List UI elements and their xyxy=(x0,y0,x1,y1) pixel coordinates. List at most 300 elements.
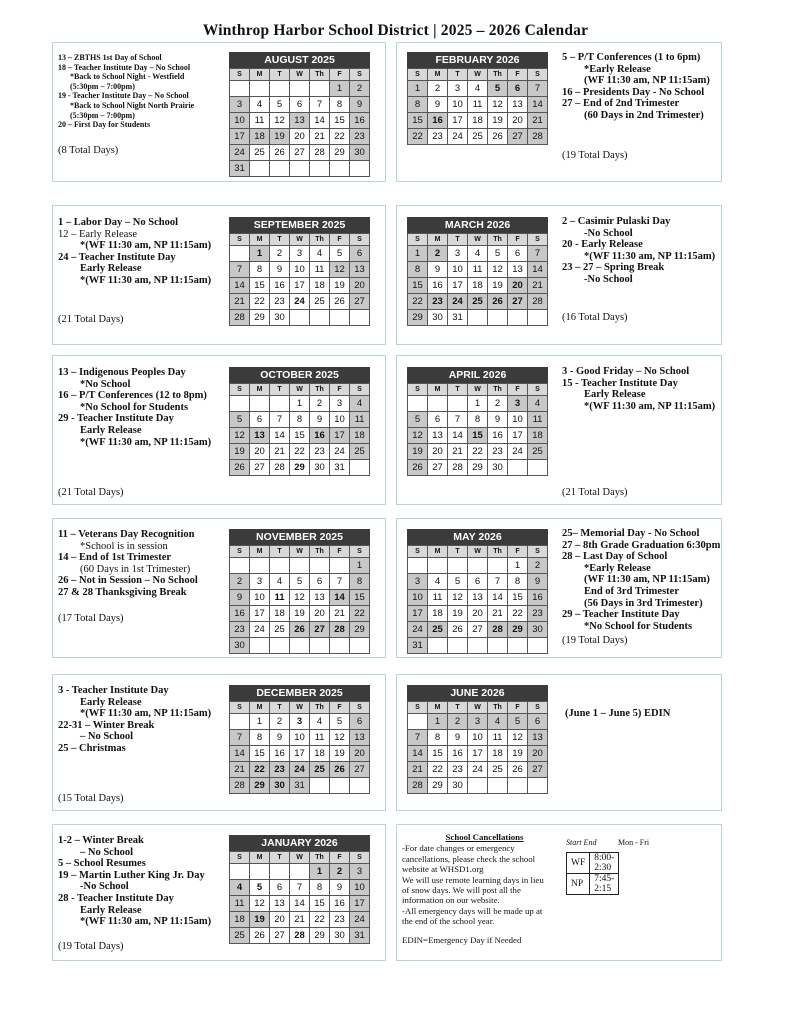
weekday-label: W xyxy=(290,546,310,558)
day-cell: 6 xyxy=(270,880,290,896)
day-cell: 14 xyxy=(290,896,310,912)
day-cell: 17 xyxy=(330,428,350,444)
day-cell: 15 xyxy=(330,113,350,129)
day-cell: 29 xyxy=(350,622,370,638)
day-cell: 15 xyxy=(428,746,448,762)
day-cell: 28 xyxy=(448,460,468,476)
day-cell: 15 xyxy=(250,746,270,762)
day-cell: 22 xyxy=(508,606,528,622)
day-cell: 8 xyxy=(350,574,370,590)
day-cell: 9 xyxy=(528,574,548,590)
note-line: 19 - Teacher Institute Day – No School xyxy=(58,91,189,101)
may-notes xyxy=(562,528,720,632)
day-cell: 18 xyxy=(488,746,508,762)
august-calendar xyxy=(229,52,370,177)
empty-cell xyxy=(468,310,488,326)
day-cell: 27 xyxy=(428,460,448,476)
week-row xyxy=(230,896,370,912)
note-line: 25 – Christmas xyxy=(58,742,126,754)
note-line: Early Release xyxy=(80,424,142,436)
day-cell: 10 xyxy=(350,880,370,896)
day-cell: 25 xyxy=(250,145,270,161)
note-line: (60 Days in 1st Trimester) xyxy=(80,563,191,575)
month-header: FEBRUARY 2026 xyxy=(407,52,548,68)
day-cell: 25 xyxy=(468,294,488,310)
day-cell: 7 xyxy=(310,97,330,113)
weekday-label: M xyxy=(250,69,270,81)
day-cell: 10 xyxy=(448,97,468,113)
empty-cell xyxy=(408,558,428,574)
day-cell: 3 xyxy=(290,714,310,730)
week-row xyxy=(408,574,548,590)
note-line: 20 - Early Release xyxy=(562,239,643,251)
weekday-label: F xyxy=(330,852,350,864)
day-cell: 18 xyxy=(310,746,330,762)
day-cell: 28 xyxy=(488,622,508,638)
note-line: 29 – Teacher Institute Day xyxy=(562,609,680,621)
day-cell: 1 xyxy=(408,81,428,97)
day-cell: 4 xyxy=(428,574,448,590)
day-cell: 7 xyxy=(230,730,250,746)
day-cell: 6 xyxy=(350,714,370,730)
day-cell: 18 xyxy=(350,428,370,444)
note-line: *No School for Students xyxy=(80,401,189,413)
empty-cell xyxy=(330,778,350,794)
week-row xyxy=(230,396,370,412)
weekday-label: S xyxy=(408,234,428,246)
day-cell: 18 xyxy=(310,278,330,294)
empty-cell xyxy=(290,558,310,574)
day-cell: 17 xyxy=(468,746,488,762)
week-row xyxy=(230,412,370,428)
day-cell: 21 xyxy=(230,762,250,778)
note-line: *(WF 11:30 am, NP 11:15am) xyxy=(584,250,716,262)
weekday-label: W xyxy=(290,234,310,246)
day-cell: 9 xyxy=(230,590,250,606)
day-cell: 12 xyxy=(290,590,310,606)
day-cell: 24 xyxy=(508,444,528,460)
empty-cell xyxy=(508,778,528,794)
empty-cell xyxy=(230,246,250,262)
day-cell: 22 xyxy=(428,762,448,778)
weekday-label: M xyxy=(250,852,270,864)
empty-cell xyxy=(230,714,250,730)
day-cell: 24 xyxy=(408,622,428,638)
empty-cell xyxy=(488,558,508,574)
day-cell: 18 xyxy=(468,113,488,129)
empty-cell xyxy=(290,310,310,326)
day-cell: 20 xyxy=(528,746,548,762)
empty-cell xyxy=(350,638,370,654)
month-header: JANUARY 2026 xyxy=(229,835,370,851)
day-cell: 26 xyxy=(408,460,428,476)
day-cell: 9 xyxy=(310,412,330,428)
weekday-label: W xyxy=(290,384,310,396)
note-line: *Back to School Night - Westfield xyxy=(70,72,185,82)
day-cell: 24 xyxy=(468,762,488,778)
empty-cell xyxy=(250,81,270,97)
day-cell: 24 xyxy=(330,444,350,460)
day-cell: 26 xyxy=(290,622,310,638)
day-cell: 14 xyxy=(488,590,508,606)
weekday-label: M xyxy=(250,702,270,714)
day-cell: 13 xyxy=(508,97,528,113)
day-cell: 3 xyxy=(468,714,488,730)
empty-cell xyxy=(468,778,488,794)
week-row xyxy=(408,294,548,310)
february-notes xyxy=(562,52,710,122)
january-notes xyxy=(58,835,211,928)
note-line: *(WF 11:30 am, NP 11:15am) xyxy=(80,436,212,448)
weekday-label: F xyxy=(508,702,528,714)
day-cell: 25 xyxy=(350,444,370,460)
day-cell: 11 xyxy=(468,97,488,113)
week-row xyxy=(230,444,370,460)
september-notes xyxy=(58,217,211,287)
day-cell: 2 xyxy=(528,558,548,574)
week-row xyxy=(408,246,548,262)
weekday-label: W xyxy=(468,69,488,81)
day-cell: 19 xyxy=(448,606,468,622)
day-cell: 27 xyxy=(508,129,528,145)
weekday-label: T xyxy=(448,69,468,81)
weekday-label: T xyxy=(448,546,468,558)
empty-cell xyxy=(468,638,488,654)
march-total: (16 Total Days) xyxy=(562,312,628,323)
day-cell: 23 xyxy=(448,762,468,778)
weekday-label: T xyxy=(270,234,290,246)
weekday-label: S xyxy=(230,852,250,864)
weekday-label: Th xyxy=(310,702,330,714)
day-cell: 29 xyxy=(290,460,310,476)
empty-cell xyxy=(270,396,290,412)
empty-cell xyxy=(290,81,310,97)
day-cell: 28 xyxy=(310,145,330,161)
day-cell: 11 xyxy=(250,113,270,129)
week-row xyxy=(230,880,370,896)
note-line: – No School xyxy=(80,731,134,743)
day-cell: 6 xyxy=(250,412,270,428)
week-row xyxy=(230,129,370,145)
day-cell: 3 xyxy=(508,396,528,412)
day-cell: 13 xyxy=(508,262,528,278)
day-cell: 31 xyxy=(290,778,310,794)
month-grid xyxy=(407,233,548,326)
day-cell: 11 xyxy=(428,590,448,606)
note-line: 5 – School Resumes xyxy=(58,858,146,870)
month-header: MARCH 2026 xyxy=(407,217,548,233)
day-cell: 26 xyxy=(488,129,508,145)
february-total: (19 Total Days) xyxy=(562,150,628,161)
day-cell: 30 xyxy=(488,460,508,476)
april-notes xyxy=(562,366,715,412)
note-line: 13 – ZBTHS 1st Day of School xyxy=(58,53,162,62)
empty-cell xyxy=(250,396,270,412)
day-cell: 15 xyxy=(408,278,428,294)
week-row xyxy=(408,81,548,97)
note-line: 26 – Not in Session – No School xyxy=(58,575,198,587)
day-cell: 29 xyxy=(508,622,528,638)
week-row xyxy=(230,912,370,928)
month-header: JUNE 2026 xyxy=(407,685,548,701)
day-cell: 31 xyxy=(330,460,350,476)
month-header: OCTOBER 2025 xyxy=(229,367,370,383)
day-cell: 31 xyxy=(408,638,428,654)
weekday-label: M xyxy=(428,234,448,246)
empty-cell xyxy=(508,460,528,476)
day-cell: 9 xyxy=(448,730,468,746)
day-cell: 9 xyxy=(270,262,290,278)
august-total: (8 Total Days) xyxy=(58,145,119,156)
empty-cell xyxy=(408,714,428,730)
empty-cell xyxy=(350,460,370,476)
weekday-label: M xyxy=(250,234,270,246)
day-cell: 18 xyxy=(250,129,270,145)
cancellation-line: information on our website. xyxy=(402,895,500,906)
day-cell: 22 xyxy=(250,762,270,778)
week-row xyxy=(230,294,370,310)
day-cell: 20 xyxy=(290,129,310,145)
note-line: 20 – First Day for Students xyxy=(58,120,151,130)
empty-cell xyxy=(270,81,290,97)
day-cell: 19 xyxy=(508,746,528,762)
day-cell: 15 xyxy=(310,896,330,912)
day-cell: 27 xyxy=(250,460,270,476)
day-cell: 3 xyxy=(448,81,468,97)
day-cell: 12 xyxy=(408,428,428,444)
day-cell: 8 xyxy=(250,262,270,278)
note-line: 27 – 8th Grade Graduation 6:30pm xyxy=(562,539,721,551)
day-cell: 15 xyxy=(350,590,370,606)
note-line: Early Release xyxy=(80,263,142,275)
october-calendar xyxy=(229,367,370,476)
empty-cell xyxy=(428,396,448,412)
day-cell: 30 xyxy=(350,145,370,161)
empty-cell xyxy=(310,558,330,574)
day-cell: 11 xyxy=(230,896,250,912)
note-line: 27 & 28 Thanksgiving Break xyxy=(58,586,187,598)
note-line: 14 – End of 1st Trimester xyxy=(58,552,172,564)
day-cell: 16 xyxy=(428,113,448,129)
weekday-label: Th xyxy=(310,852,330,864)
day-cell: 8 xyxy=(508,574,528,590)
empty-cell xyxy=(330,310,350,326)
note-line: 2 – Casimir Pulaski Day xyxy=(562,216,671,227)
cancellation-line: We will use remote learning days in lieu xyxy=(402,874,544,885)
empty-cell xyxy=(508,310,528,326)
day-cell: 7 xyxy=(230,262,250,278)
weekday-label: W xyxy=(468,384,488,396)
day-cell: 8 xyxy=(468,412,488,428)
note-line: End of 3rd Trimester xyxy=(584,585,679,597)
october-notes xyxy=(58,367,211,448)
day-cell: 4 xyxy=(230,880,250,896)
note-line: 15 - Teacher Institute Day xyxy=(562,377,678,389)
month-grid xyxy=(229,851,370,944)
note-line: -No School xyxy=(80,881,129,893)
weekday-label: W xyxy=(468,546,488,558)
day-cell: 31 xyxy=(448,310,468,326)
day-cell: 30 xyxy=(528,622,548,638)
december-total: (15 Total Days) xyxy=(58,793,124,804)
march-calendar xyxy=(407,217,548,326)
day-cell: 19 xyxy=(488,113,508,129)
day-cell: 5 xyxy=(290,574,310,590)
weekday-label: S xyxy=(408,546,428,558)
day-cell: 17 xyxy=(290,278,310,294)
day-cell: 20 xyxy=(270,912,290,928)
day-cell: 5 xyxy=(488,81,508,97)
day-cell: 16 xyxy=(310,428,330,444)
empty-cell xyxy=(310,638,330,654)
day-cell: 8 xyxy=(310,880,330,896)
edin-note: EDIN=Emergency Day if Needed xyxy=(402,934,522,945)
weekday-label: W xyxy=(290,702,310,714)
day-cell: 4 xyxy=(270,574,290,590)
day-cell: 25 xyxy=(310,762,330,778)
empty-cell xyxy=(310,310,330,326)
day-cell: 30 xyxy=(230,638,250,654)
empty-cell xyxy=(270,558,290,574)
day-cell: 10 xyxy=(448,262,468,278)
month-header: DECEMBER 2025 xyxy=(229,685,370,701)
day-cell: 7 xyxy=(408,730,428,746)
day-cell: 15 xyxy=(290,428,310,444)
note-line: 18 – Teacher Institute Day – No School xyxy=(58,62,191,72)
day-cell: 1 xyxy=(290,396,310,412)
weekday-label: W xyxy=(290,852,310,864)
hours-school: WF xyxy=(567,853,590,874)
empty-cell xyxy=(230,864,250,880)
day-cell: 4 xyxy=(468,246,488,262)
note-line: 3 - Teacher Institute Day xyxy=(58,685,169,696)
day-cell: 3 xyxy=(350,864,370,880)
school-cancellations xyxy=(402,832,567,945)
empty-cell xyxy=(428,638,448,654)
weekday-label: S xyxy=(230,69,250,81)
day-cell: 15 xyxy=(250,278,270,294)
day-cell: 27 xyxy=(508,294,528,310)
week-row xyxy=(230,622,370,638)
empty-cell xyxy=(508,638,528,654)
day-cell: 20 xyxy=(508,278,528,294)
week-row xyxy=(408,396,548,412)
weekday-label: F xyxy=(330,702,350,714)
weekday-label: T xyxy=(270,546,290,558)
day-cell: 5 xyxy=(408,412,428,428)
august-notes xyxy=(58,53,194,130)
note-line: 16 – Presidents Day - No School xyxy=(562,86,705,98)
weekday-label: Th xyxy=(310,69,330,81)
day-cell: 9 xyxy=(330,880,350,896)
note-line: 27 – End of 2nd Trimester xyxy=(562,98,680,110)
weekday-label: S xyxy=(528,702,548,714)
april-calendar xyxy=(407,367,548,476)
day-cell: 7 xyxy=(270,412,290,428)
day-cell: 23 xyxy=(270,762,290,778)
cancellations-title: School Cancellations xyxy=(445,832,524,842)
page-title: Winthrop Harbor School District | 2025 – 2026 Calendar xyxy=(202,22,589,39)
day-cell: 27 xyxy=(270,928,290,944)
day-cell: 6 xyxy=(468,574,488,590)
day-cell: 29 xyxy=(330,145,350,161)
note-line: (60 Days in 2nd Trimester) xyxy=(584,109,704,121)
empty-cell xyxy=(250,558,270,574)
day-cell: 17 xyxy=(230,129,250,145)
day-cell: 9 xyxy=(270,730,290,746)
day-cell: 7 xyxy=(528,246,548,262)
day-cell: 26 xyxy=(330,762,350,778)
empty-cell xyxy=(250,864,270,880)
day-cell: 2 xyxy=(488,396,508,412)
day-cell: 12 xyxy=(230,428,250,444)
day-cell: 14 xyxy=(270,428,290,444)
note-line: 13 – Indigenous Peoples Day xyxy=(58,367,186,378)
hours-header-days: Mon - Fri xyxy=(618,838,650,847)
day-cell: 27 xyxy=(528,762,548,778)
note-line: 22-31 – Winter Break xyxy=(58,719,155,731)
day-cell: 24 xyxy=(290,294,310,310)
january-total: (19 Total Days) xyxy=(58,941,124,952)
day-cell: 20 xyxy=(508,113,528,129)
day-cell: 5 xyxy=(508,714,528,730)
week-row xyxy=(408,444,548,460)
week-row xyxy=(230,574,370,590)
weekday-label: S xyxy=(350,234,370,246)
day-cell: 21 xyxy=(408,762,428,778)
day-cell: 6 xyxy=(350,246,370,262)
weekday-label: S xyxy=(230,234,250,246)
weekday-label: F xyxy=(330,234,350,246)
day-cell: 11 xyxy=(350,412,370,428)
empty-cell xyxy=(488,778,508,794)
day-cell: 31 xyxy=(350,928,370,944)
day-cell: 17 xyxy=(448,113,468,129)
cancellation-line: the end of the school year. xyxy=(402,916,495,927)
day-cell: 27 xyxy=(350,294,370,310)
day-cell: 25 xyxy=(528,444,548,460)
empty-cell xyxy=(330,558,350,574)
day-cell: 1 xyxy=(428,714,448,730)
week-row xyxy=(230,278,370,294)
day-cell: 12 xyxy=(488,97,508,113)
weekday-label: F xyxy=(508,546,528,558)
day-cell: 7 xyxy=(290,880,310,896)
day-cell: 21 xyxy=(528,113,548,129)
day-cell: 3 xyxy=(250,574,270,590)
day-cell: 13 xyxy=(528,730,548,746)
day-cell: 14 xyxy=(408,746,428,762)
day-cell: 11 xyxy=(468,262,488,278)
day-cell: 15 xyxy=(408,113,428,129)
day-cell: 28 xyxy=(230,778,250,794)
day-cell: 5 xyxy=(330,246,350,262)
day-cell: 22 xyxy=(408,129,428,145)
day-cell: 10 xyxy=(408,590,428,606)
day-cell: 11 xyxy=(270,590,290,606)
day-cell: 11 xyxy=(310,730,330,746)
week-row xyxy=(230,460,370,476)
empty-cell xyxy=(528,460,548,476)
day-cell: 8 xyxy=(408,97,428,113)
january-calendar xyxy=(229,835,370,944)
day-cell: 3 xyxy=(290,246,310,262)
note-line: (5:30pm – 7:00pm) xyxy=(70,81,135,91)
day-cell: 14 xyxy=(448,428,468,444)
cancellation-line: cancellations, please check the school xyxy=(402,853,536,864)
day-cell: 29 xyxy=(428,778,448,794)
empty-cell xyxy=(528,638,548,654)
